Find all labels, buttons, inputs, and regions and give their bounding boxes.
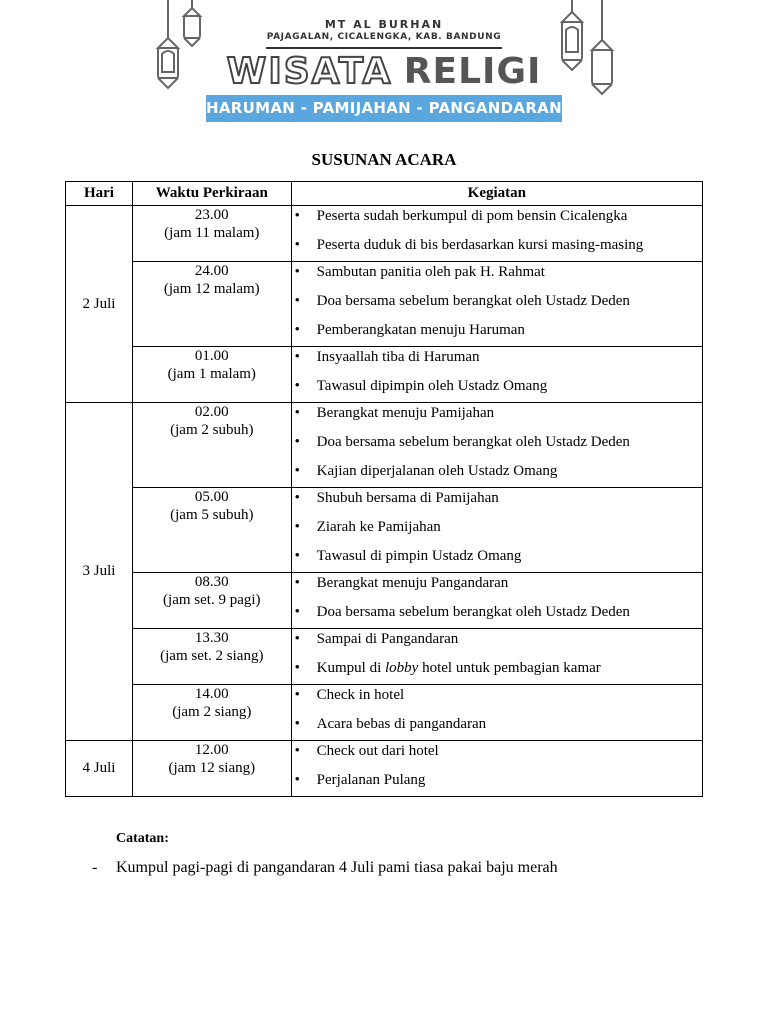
activities-cell bbox=[291, 573, 702, 629]
time-value: 24.00 bbox=[194, 263, 229, 279]
day-cell: 4 Juli bbox=[66, 741, 133, 797]
table-row bbox=[66, 347, 703, 403]
activity-item: • Insyaallah tiba di Haruman bbox=[292, 347, 702, 376]
route-banner: HARUMAN - PAMIJAHAN - PANGANDARAN bbox=[206, 95, 562, 122]
activity-item: • Doa bersama sebelum berangkat oleh Ustadz Deden bbox=[292, 291, 702, 320]
activities-cell bbox=[291, 262, 702, 347]
time-note: (jam 1 malam) bbox=[167, 366, 256, 382]
schedule-table bbox=[65, 181, 703, 797]
header bbox=[0, 0, 768, 135]
notes-label: Catatan: bbox=[116, 831, 169, 846]
time-note: (jam 12 malam) bbox=[163, 281, 260, 297]
event-title-part1: WISATA bbox=[226, 51, 393, 92]
activity-item: • Perjalanan Pulang bbox=[292, 770, 702, 796]
column-header-day: Hari bbox=[66, 182, 133, 206]
document-title: SUSUNAN ACARA bbox=[311, 150, 457, 169]
day-cell: 2 Juli bbox=[66, 206, 133, 403]
header-divider bbox=[266, 47, 502, 49]
time-cell bbox=[132, 488, 291, 573]
table-row bbox=[66, 488, 703, 573]
activity-item: • Ziarah ke Pamijahan bbox=[292, 517, 702, 546]
time-value: 13.30 bbox=[194, 630, 229, 646]
time-note: (jam set. 9 pagi) bbox=[163, 592, 261, 608]
activity-item: • Berangkat menuju Pamijahan bbox=[292, 403, 702, 432]
time-cell bbox=[132, 741, 291, 797]
activities-cell bbox=[291, 347, 702, 403]
org-address: PAJAGALAN, CICALENGKA, KAB. BANDUNG bbox=[266, 32, 502, 42]
time-note: (jam 5 subuh) bbox=[170, 507, 254, 523]
activity-item: • Sambutan panitia oleh pak H. Rahmat bbox=[292, 262, 702, 291]
time-note: (jam 11 malam) bbox=[164, 225, 260, 241]
activity-item: • Tawasul di pimpin Ustadz Omang bbox=[292, 546, 702, 572]
time-note: (jam 12 siang) bbox=[168, 760, 256, 776]
table-row bbox=[66, 573, 703, 629]
activity-item: • Berangkat menuju Pangandaran bbox=[292, 573, 702, 602]
table-row bbox=[66, 685, 703, 741]
note-bullet: - bbox=[92, 859, 98, 876]
time-value: 01.00 bbox=[194, 348, 229, 364]
time-value: 14.00 bbox=[194, 686, 229, 702]
table-header-row bbox=[66, 182, 703, 206]
day-cell: 3 Juli bbox=[66, 403, 133, 741]
activity-item: • Shubuh bersama di Pamijahan bbox=[292, 488, 702, 517]
activity-item: • Tawasul dipimpin oleh Ustadz Omang bbox=[292, 376, 702, 402]
event-title bbox=[0, 52, 768, 92]
activity-item: • Check out dari hotel bbox=[292, 741, 702, 770]
time-value: 08.30 bbox=[194, 574, 229, 590]
time-cell bbox=[132, 573, 291, 629]
table-row bbox=[66, 206, 703, 262]
time-value: 12.00 bbox=[194, 742, 229, 758]
activities-cell bbox=[291, 685, 702, 741]
table-row bbox=[66, 741, 703, 797]
org-name: MT AL BURHAN bbox=[324, 18, 444, 31]
column-header-time: Waktu Perkiraan bbox=[132, 182, 291, 206]
time-cell bbox=[132, 685, 291, 741]
time-cell bbox=[132, 262, 291, 347]
activities-cell bbox=[291, 488, 702, 573]
activity-item: • Check in hotel bbox=[292, 685, 702, 714]
time-cell bbox=[132, 347, 291, 403]
note-text: Kumpul pagi-pagi di pangandaran 4 Juli pami tiasa pakai baju merah bbox=[116, 859, 558, 876]
table-row bbox=[66, 403, 703, 488]
event-title-part2: RELIGI bbox=[403, 51, 542, 92]
time-cell bbox=[132, 403, 291, 488]
time-cell bbox=[132, 629, 291, 685]
table-row bbox=[66, 629, 703, 685]
activities-cell bbox=[291, 206, 702, 262]
time-value: 05.00 bbox=[194, 489, 229, 505]
table-row bbox=[66, 262, 703, 347]
note-item bbox=[92, 859, 558, 877]
activity-item: • Sampai di Pangandaran bbox=[292, 629, 702, 658]
activity-item: • Peserta sudah berkumpul di pom bensin Cicalengka bbox=[292, 206, 702, 235]
activity-item: • Peserta duduk di bis berdasarkan kursi masing-masing bbox=[292, 235, 702, 261]
column-header-activity: Kegiatan bbox=[291, 182, 702, 206]
time-note: (jam set. 2 siang) bbox=[160, 648, 264, 664]
time-note: (jam 2 siang) bbox=[172, 704, 252, 720]
activity-item: • Pemberangkatan menuju Haruman bbox=[292, 320, 702, 346]
activities-cell bbox=[291, 629, 702, 685]
time-value: 23.00 bbox=[194, 207, 229, 223]
time-value: 02.00 bbox=[194, 404, 229, 420]
activities-cell bbox=[291, 741, 702, 797]
activity-item: • Doa bersama sebelum berangkat oleh Ustadz Deden bbox=[292, 602, 702, 628]
time-note: (jam 2 subuh) bbox=[170, 422, 254, 438]
activity-item: • Kajian diperjalanan oleh Ustadz Omang bbox=[292, 461, 702, 487]
activity-item: • Kumpul di lobby hotel untuk pembagian kamar bbox=[292, 658, 702, 684]
activities-cell bbox=[291, 403, 702, 488]
activity-item: • Acara bebas di pangandaran bbox=[292, 714, 702, 740]
time-cell bbox=[132, 206, 291, 262]
activity-item: • Doa bersama sebelum berangkat oleh Ustadz Deden bbox=[292, 432, 702, 461]
